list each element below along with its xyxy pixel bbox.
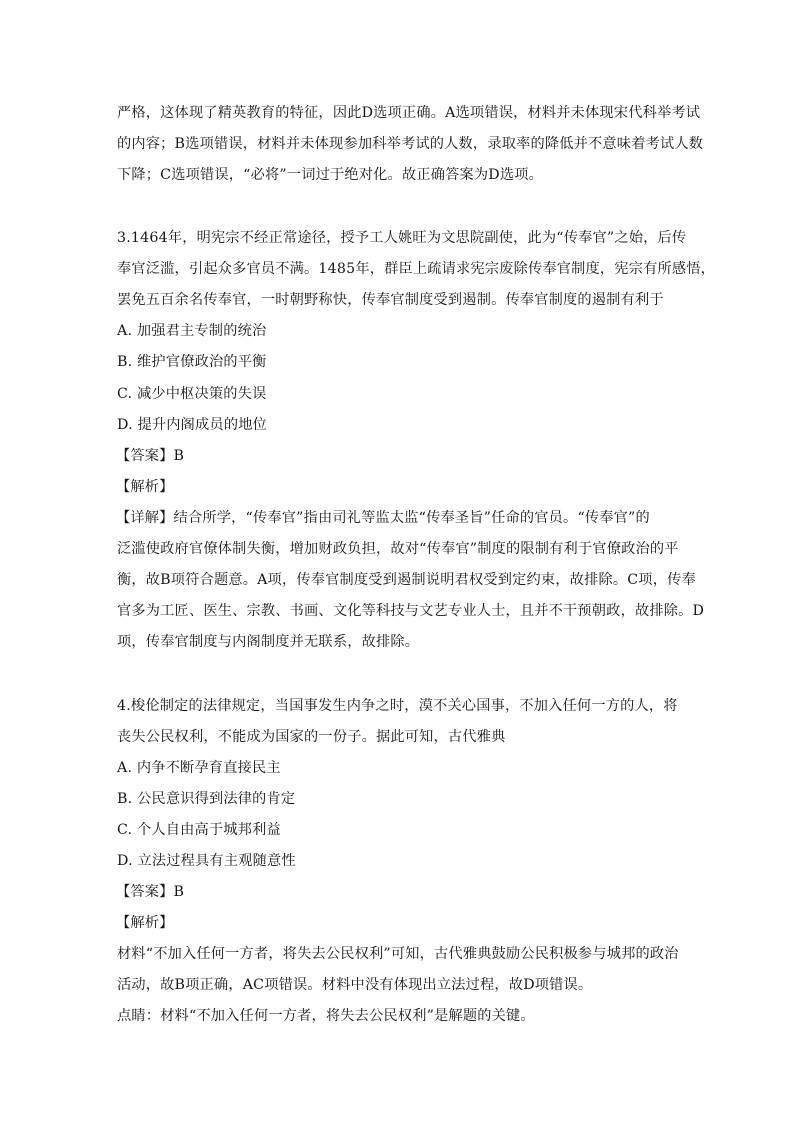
- q4-option-c: C. 个人自由高于城邦利益: [117, 822, 281, 838]
- q4-analysis-line-1: 材料“不加入任何一方者，将失去公民权利”可知，古代雅典鼓励公民积极参与城邦的政治: [117, 946, 679, 962]
- q3-analysis-label: 【解析】: [116, 479, 174, 495]
- q3-stem-line-2: 奉官泛滥，引起众多官员不满。1485年，群臣上疏请求宪宗废除传奉官制度，宪宗有所感悟，: [117, 261, 716, 277]
- prev-analysis-line-3: 下降；C选项错误，“必将”一词过于绝对化。故正确答案为D选项。: [117, 167, 544, 183]
- prev-analysis-line-2: 的内容；B选项错误，材料并未体现参加科举考试的人数，录取率的降低并不意味着考试人数: [117, 136, 704, 152]
- q3-option-a: A. 加强君主专制的统治: [117, 323, 267, 339]
- q4-analysis-label: 【解析】: [116, 915, 174, 931]
- q4-option-b: B. 公民意识得到法律的肯定: [117, 791, 296, 807]
- q3-option-b: B. 维护官僚政治的平衡: [117, 354, 267, 370]
- prev-analysis-line-1: 严格，这体现了精英教育的特征，因此D选项正确。A选项错误，材料并未体现宋代科举考试: [117, 105, 701, 121]
- q3-answer: 【答案】B: [116, 448, 185, 464]
- q4-analysis-line-2: 活动，故B项正确，AC项错误。材料中没有体现出立法过程，故D项错误。: [117, 977, 593, 993]
- q3-option-c: C. 减少中枢决策的失误: [117, 386, 267, 402]
- q3-stem-line-1: 3.1464年，明宪宗不经正常途径，授予工人姚旺为文思院副使，此为“传奉官”之始，后传: [117, 230, 687, 246]
- q4-option-d: D. 立法过程具有主观随意性: [117, 853, 296, 869]
- q3-option-d: D. 提升内阁成员的地位: [117, 417, 267, 433]
- q3-detail-line-2: 泛滥使政府官僚体制失衡，增加财政负担，故对“传奉官”制度的限制有利于官僚政治的平: [117, 541, 679, 557]
- q4-stem-line-2: 丧失公民权利，不能成为国家的一份子。据此可知，古代雅典: [117, 729, 506, 745]
- q3-stem-line-3: 罢免五百余名传奉官，一时朝野称快，传奉官制度受到遏制。传奉官制度的遏制有利于: [117, 292, 664, 308]
- q4-stem-line-1: 4.梭伦制定的法律规定，当国事发生内争之时，漠不关心国事，不加入任何一方的人，将: [117, 698, 678, 714]
- q3-detail-line-1: 【详解】结合所学，“传奉官”指由司礼等监太监“传奉圣旨”任命的官员。“传奉官”的: [116, 510, 650, 526]
- q4-key-point: 点睛：材料“不加入任何一方者，将失去公民权利”是解题的关键。: [117, 1008, 535, 1024]
- q3-detail-line-3: 衡，故B项符合题意。A项，传奉官制度受到遏制说明君权受到定约束，故排除。C项，传奉: [117, 572, 696, 588]
- q4-answer: 【答案】B: [116, 884, 185, 900]
- q3-detail-line-5: 项，传奉官制度与内阁制度并无联系，故排除。: [117, 634, 420, 650]
- q4-option-a: A. 内争不断孕育直接民主: [117, 760, 281, 776]
- q3-detail-line-4: 官多为工匠、医生、宗教、书画、文化等科技与文艺专业人士，且并不干预朝政，故排除。D: [117, 603, 705, 619]
